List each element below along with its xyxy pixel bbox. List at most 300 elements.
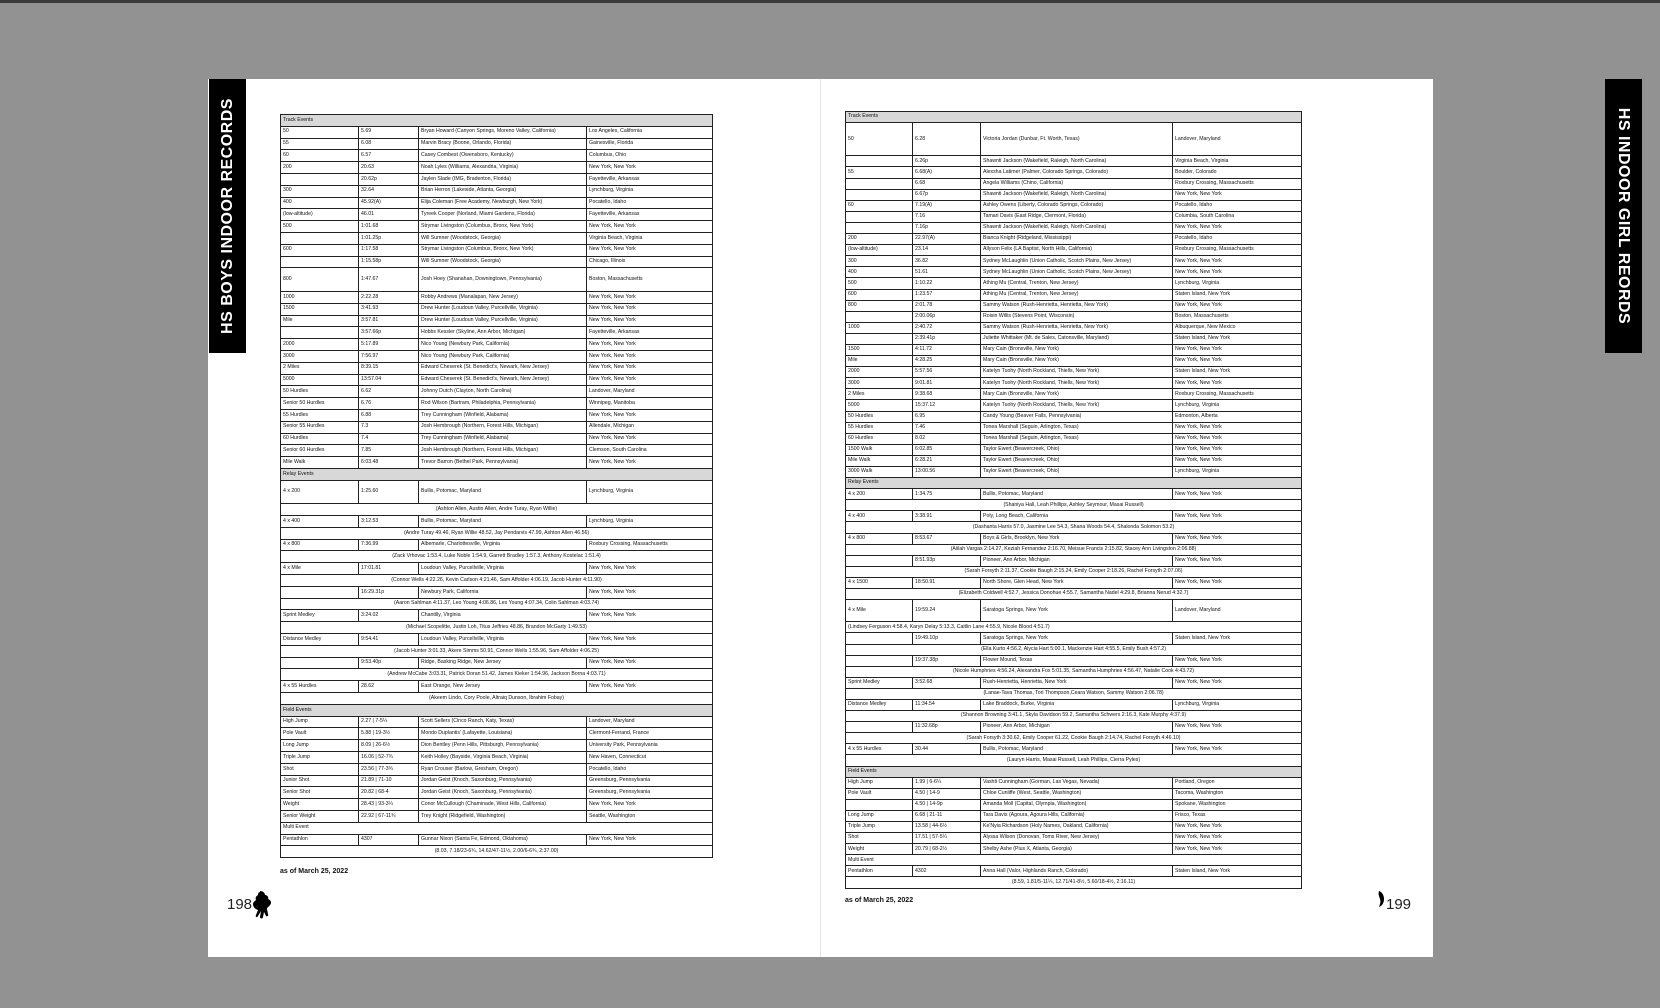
meet-location: New York, New York bbox=[587, 657, 713, 669]
page-number-right: 199 bbox=[1386, 896, 1412, 913]
meet-location: New York, New York bbox=[587, 586, 713, 598]
relay-splits-row bbox=[846, 566, 1302, 577]
record-row bbox=[846, 444, 1302, 455]
athlete-school: Boys & Girls, Brooklyn, New York bbox=[981, 533, 1173, 544]
athlete-school: Johnny Dutch (Clayton, North Carolina) bbox=[419, 386, 587, 398]
as-of-date-right: as of March 25, 2022 bbox=[845, 897, 914, 904]
athlete-school: Vashti Cunningham (Gorman, Las Vegas, Nevada) bbox=[981, 777, 1173, 788]
athlete-school: Josh Hembrough (Northern, Forest Hills, Michigan) bbox=[419, 421, 587, 433]
record-row bbox=[281, 209, 713, 221]
record-mark: 1:47.67 bbox=[359, 268, 419, 292]
athlete-school: East Orange, New Jersey bbox=[419, 681, 587, 693]
athlete-school: Tamari Davis (East Ridge, Clermont, Florida) bbox=[981, 211, 1173, 222]
athlete-school: Jordan Geist (Knoch, Saxonburg, Pennsylvania) bbox=[419, 775, 587, 787]
relay-splits: (Zack Vrhovac 1:53.4, Luke Noble 1:54.9, Garrett Bradley 1:57.3, Anthony Kostelac 1:51.4) bbox=[281, 551, 713, 563]
record-row bbox=[281, 221, 713, 233]
event-name: 4 x Mile bbox=[281, 563, 359, 575]
record-mark: 7.85 bbox=[359, 445, 419, 457]
athlete-school: Katelyn Tuohy (North Rockland, Thiells, New York) bbox=[981, 378, 1173, 389]
meet-location: New York, New York bbox=[587, 563, 713, 575]
record-row bbox=[281, 303, 713, 315]
boys-records-tab bbox=[209, 79, 246, 353]
event-name: 4 x 55 Hurdles bbox=[846, 744, 913, 755]
record-mark: 23.14 bbox=[913, 245, 981, 256]
event-name: 400 bbox=[281, 197, 359, 209]
meet-location: University Park, Pennsylvania bbox=[587, 740, 713, 752]
record-mark: 2:40.72 bbox=[913, 322, 981, 333]
relay-splits: (Jacob Hunter 3:01.33, Akere Simms 50.91, Connor Wells 1:55.96, Sam Affolder 4:06.25) bbox=[281, 645, 713, 657]
record-row bbox=[846, 433, 1302, 444]
record-row bbox=[281, 185, 713, 197]
athlete-school: Ridge, Basking Ridge, New Jersey bbox=[419, 657, 587, 669]
meet-location: Edmonton, Alberta bbox=[1173, 411, 1302, 422]
event-name: 1500 bbox=[846, 344, 913, 355]
meet-location: New Haven, Connecticut bbox=[587, 752, 713, 764]
meet-location: New York, New York bbox=[1173, 300, 1302, 311]
event-name: 4 x 200 bbox=[846, 489, 913, 500]
record-row bbox=[846, 256, 1302, 267]
record-row bbox=[281, 775, 713, 787]
meet-location: New York, New York bbox=[1173, 577, 1302, 588]
athlete-school: Sydney McLaughlin (Union Catholic, Scotch Plains, New Jersey) bbox=[981, 256, 1173, 267]
record-row bbox=[281, 681, 713, 693]
record-mark: 9:38.68 bbox=[913, 389, 981, 400]
record-row bbox=[281, 811, 713, 823]
event-name: 50 Hurdles bbox=[281, 386, 359, 398]
meet-location: Landover, Maryland bbox=[587, 386, 713, 398]
athlete-school: Trey Cunningham (Winfield, Alabama) bbox=[419, 433, 587, 445]
record-mark: 17:01.81 bbox=[359, 563, 419, 575]
relay-splits: (Elizabeth Coldwell 4:52.7, Jessica Donohue 4:55.7, Samantha Nadel 4:29.8, Brianna Nerud 4:32.7) bbox=[846, 589, 1302, 600]
meet-location: Lynchburg, Virginia bbox=[587, 480, 713, 504]
event-name: 1000 bbox=[846, 322, 913, 333]
athlete-school: Lake Braddock, Burke, Virginia bbox=[981, 699, 1173, 710]
record-mark: 4:28.25 bbox=[913, 356, 981, 367]
meet-location: New York, New York bbox=[587, 457, 713, 469]
athlete-school: Strymar Livingston (Columbus, Bronx, New York) bbox=[419, 244, 587, 256]
meet-location: Tacoma, Washington bbox=[1173, 788, 1302, 799]
relay-splits-row bbox=[846, 644, 1302, 655]
record-mark: 7:56.97 bbox=[359, 350, 419, 362]
meet-location: New York, New York bbox=[1173, 822, 1302, 833]
event-name bbox=[846, 655, 913, 666]
meet-location: Fayetteville, Arkansas bbox=[587, 173, 713, 185]
event-name bbox=[846, 311, 913, 322]
record-row bbox=[281, 563, 713, 575]
athlete-school: Will Sumner (Woodstock, Georgia) bbox=[419, 256, 587, 268]
record-mark: 4302 bbox=[913, 866, 981, 877]
section-header-row bbox=[281, 468, 713, 480]
event-name bbox=[846, 722, 913, 733]
meet-location: New York, New York bbox=[1173, 744, 1302, 755]
record-row bbox=[281, 716, 713, 728]
event-name: Pentathlon bbox=[281, 834, 359, 846]
event-name bbox=[281, 232, 359, 244]
record-mark: 3:38.91 bbox=[913, 511, 981, 522]
athlete-school: Trey Knight (Ridgefield, Washington) bbox=[419, 811, 587, 823]
event-name: 1500 bbox=[281, 303, 359, 315]
relay-splits: (Lanae-Tava Thomas, Tori Thompson,Ceara Watson, Sammy Watson 2:06.78) bbox=[846, 688, 1302, 699]
event-name: 4 x 400 bbox=[846, 511, 913, 522]
athlete-school: Shawnti Jackson (Wakefield, Raleigh, North Carolina) bbox=[981, 156, 1173, 167]
record-mark: 1:25.60 bbox=[359, 480, 419, 504]
relay-splits: (Lindsey Ferguson 4:58.4, Karyn Delay 5:13.3, Caitlin Lane 4:55.9, Nicole Blood 4:51.7) bbox=[846, 622, 1302, 633]
athlete-school: Robby Andrews (Manalapan, New Jersey) bbox=[419, 291, 587, 303]
record-row bbox=[281, 268, 713, 292]
section-title: Relay Events bbox=[846, 478, 1302, 489]
record-row bbox=[846, 422, 1302, 433]
record-row bbox=[846, 356, 1302, 367]
record-mark: 7.46 bbox=[913, 422, 981, 433]
meet-location: Lynchburg, Virginia bbox=[1173, 400, 1302, 411]
meet-location: New York, New York bbox=[587, 362, 713, 374]
record-row bbox=[846, 455, 1302, 466]
event-name: Pole Vault bbox=[846, 788, 913, 799]
record-row bbox=[281, 740, 713, 752]
record-mark: 7.19(A) bbox=[913, 200, 981, 211]
meet-location: Columbus, Ohio bbox=[587, 150, 713, 162]
meet-location: Lynchburg, Virginia bbox=[1173, 699, 1302, 710]
record-mark: 7.3 bbox=[359, 421, 419, 433]
relay-splits-row bbox=[281, 527, 713, 539]
section-header-row bbox=[846, 855, 1302, 866]
record-mark: 16:29.31p bbox=[359, 586, 419, 598]
record-row bbox=[846, 722, 1302, 733]
record-mark: 1:01.25p bbox=[359, 232, 419, 244]
athlete-school: Saratoga Springs, New York bbox=[981, 600, 1173, 622]
record-row bbox=[846, 211, 1302, 222]
record-mark: 2.27 | 7-5¼ bbox=[359, 716, 419, 728]
athlete-school: Elija Coleman (Free Academy, Newburgh, New York) bbox=[419, 197, 587, 209]
athlete-school: Katelyn Tuohy (North Rockland, Thiells, New York) bbox=[981, 367, 1173, 378]
relay-splits-row bbox=[281, 669, 713, 681]
athlete-school: Ke'Nyia Richardson (Holy Names, Oakland, California) bbox=[981, 822, 1173, 833]
section-header-row bbox=[281, 115, 713, 127]
event-name: Mile bbox=[846, 356, 913, 367]
record-row bbox=[281, 586, 713, 598]
meet-location: New York, New York bbox=[1173, 378, 1302, 389]
event-name: High Jump bbox=[281, 716, 359, 728]
top-dark-strip bbox=[0, 0, 1660, 3]
event-name: 4 x 400 bbox=[281, 516, 359, 528]
section-title: Field Events bbox=[281, 704, 713, 716]
record-row bbox=[846, 633, 1302, 644]
record-mark: 11:34.54 bbox=[913, 699, 981, 710]
athlete-school: Rush-Henrietta, Henrietta, New York bbox=[981, 677, 1173, 688]
record-mark: 36.82 bbox=[913, 256, 981, 267]
record-row bbox=[846, 866, 1302, 877]
section-header-row bbox=[281, 822, 713, 834]
meet-location: New York, New York bbox=[1173, 722, 1302, 733]
athlete-school: Gunnar Nixon (Santa Fe, Edmond, Oklahoma) bbox=[419, 834, 587, 846]
record-mark: 28.43 | 93-3¼ bbox=[359, 799, 419, 811]
record-mark: 3:57.81 bbox=[359, 315, 419, 327]
relay-splits-row bbox=[846, 688, 1302, 699]
meet-location: New York, New York bbox=[1173, 533, 1302, 544]
athlete-school: Casey Combest (Owensboro, Kentucky) bbox=[419, 150, 587, 162]
meet-location: New York, New York bbox=[587, 291, 713, 303]
record-row bbox=[846, 222, 1302, 233]
record-mark: 16.06 | 52-7¾ bbox=[359, 752, 419, 764]
record-row bbox=[281, 197, 713, 209]
relay-splits-row bbox=[281, 693, 713, 705]
athlete-school: Jaylen Slade (IMG, Bradenton, Florida) bbox=[419, 173, 587, 185]
record-mark: 3:52.68 bbox=[913, 677, 981, 688]
relay-splits: (Andrew McCabe 3:03.31, Patrick Doran 51.42, James Kieker 1:54.96, Jackson Borna 4:03.71) bbox=[281, 669, 713, 681]
meet-location: New York, New York bbox=[1173, 444, 1302, 455]
athlete-school: Juliette Whittaker (Mt. de Sales, Catonsville, Maryland) bbox=[981, 333, 1173, 344]
record-mark: 6.95 bbox=[913, 411, 981, 422]
record-mark: 11:32.68p bbox=[913, 722, 981, 733]
athlete-school: Chloe Cunliffe (West, Seattle, Washington) bbox=[981, 788, 1173, 799]
event-name: Long Jump bbox=[846, 810, 913, 821]
record-row bbox=[846, 267, 1302, 278]
event-name bbox=[846, 633, 913, 644]
event-name: 4 x 800 bbox=[846, 533, 913, 544]
event-name: Mile bbox=[281, 315, 359, 327]
record-mark: 2:00.06p bbox=[913, 311, 981, 322]
record-row bbox=[281, 834, 713, 846]
record-row bbox=[846, 278, 1302, 289]
athlete-school: Jordan Geist (Knoch, Saxonburg, Pennsylvania) bbox=[419, 787, 587, 799]
record-row bbox=[281, 386, 713, 398]
event-name: (low-altitude) bbox=[281, 209, 359, 221]
event-name: 300 bbox=[846, 256, 913, 267]
record-mark: 4:11.72 bbox=[913, 344, 981, 355]
athlete-school: Tonea Marshall (Seguin, Arlington, Texas) bbox=[981, 422, 1173, 433]
event-name: 4 x 55 Hurdles bbox=[281, 681, 359, 693]
athlete-school: Drew Hunter (Loudoun Valley, Purcellville, Virginia) bbox=[419, 315, 587, 327]
event-name: 300 bbox=[281, 185, 359, 197]
event-name: 2 Miles bbox=[846, 389, 913, 400]
relay-splits-row bbox=[281, 645, 713, 657]
event-name bbox=[846, 178, 913, 189]
athlete-school: Mary Cain (Bronxville, New York) bbox=[981, 356, 1173, 367]
meet-location: Clemson, South Carolina bbox=[587, 445, 713, 457]
relay-splits-row bbox=[846, 589, 1302, 600]
athlete-school: Shawnti Jackson (Wakefield, Raleigh, North Carolina) bbox=[981, 189, 1173, 200]
athlete-school: Ryan Crouser (Barlow, Gresham, Oregon) bbox=[419, 763, 587, 775]
record-row bbox=[846, 411, 1302, 422]
section-header-row bbox=[846, 478, 1302, 489]
record-mark: 1:17.58 bbox=[359, 244, 419, 256]
athlete-school: Pioneer, Ann Arbor, Michigan bbox=[981, 722, 1173, 733]
record-row bbox=[281, 291, 713, 303]
record-mark: 9:53.40p bbox=[359, 657, 419, 669]
event-name: Shot bbox=[846, 833, 913, 844]
event-name: 50 bbox=[846, 123, 913, 156]
athlete-school: Ashley Owens (Liberty, Colorado Springs, Colorado) bbox=[981, 200, 1173, 211]
athlete-school: Edward Cheserek (St. Benedict's, Newark, New Jersey) bbox=[419, 362, 587, 374]
record-row bbox=[281, 315, 713, 327]
meet-location: New York, New York bbox=[587, 221, 713, 233]
record-mark: 23.56 | 77-3¾ bbox=[359, 763, 419, 775]
as-of-date-left: as of March 25, 2022 bbox=[280, 868, 349, 875]
section-header-row bbox=[846, 112, 1302, 123]
record-mark: 6:02.85 bbox=[913, 444, 981, 455]
meet-location: Lynchburg, Virginia bbox=[587, 516, 713, 528]
event-name: 200 bbox=[281, 162, 359, 174]
record-row bbox=[281, 433, 713, 445]
event-name: 600 bbox=[281, 244, 359, 256]
event-name bbox=[281, 256, 359, 268]
meet-location: Staten Island, New York bbox=[1173, 367, 1302, 378]
record-mark: 18:50.91 bbox=[913, 577, 981, 588]
event-name: Triple Jump bbox=[846, 822, 913, 833]
relay-splits-row bbox=[281, 846, 713, 858]
record-mark: 19:59.24 bbox=[913, 600, 981, 622]
relay-splits: (Sarah Forsyth 3:30.62, Emily Cooper 61.22, Cookie Baugh 2:14.74, Rachel Forsyth 4:46.10) bbox=[846, 733, 1302, 744]
meet-location: Albuquerque, New Mexico bbox=[1173, 322, 1302, 333]
record-mark: 4.50 | 14-9 bbox=[913, 788, 981, 799]
record-mark: 6.62 bbox=[359, 386, 419, 398]
athlete-school: Amanda Moll (Capital, Olympia, Washington) bbox=[981, 799, 1173, 810]
athlete-school: Albemarle, Charlottesville, Virginia bbox=[419, 539, 587, 551]
athlete-school: Trevor Barron (Bethel Park, Pennsylvania) bbox=[419, 457, 587, 469]
section-header-row bbox=[281, 704, 713, 716]
record-mark: 2:39.41p bbox=[913, 333, 981, 344]
record-mark: 7.4 bbox=[359, 433, 419, 445]
athlete-school: Conor McCullough (Chaminade, West Hills, California) bbox=[419, 799, 587, 811]
record-row bbox=[281, 327, 713, 339]
relay-splits: (Sarah Forsyth 2:11.37, Cookie Baugh 2:15.24, Emily Cooper 2:18.26, Rachel Forsyth 2:07.06) bbox=[846, 566, 1302, 577]
relay-splits: (8.59, 1.81/5-11¼, 12.71/41-8½, 5.60/18-4½, 2:16.11) bbox=[846, 877, 1302, 888]
record-row bbox=[281, 728, 713, 740]
meet-location: New York, New York bbox=[587, 409, 713, 421]
relay-splits: (Michael Scopelitte, Justin Loh, Titus Jeffries 48.86, Brandon McGarty 1:49.53) bbox=[281, 622, 713, 634]
meet-location: New York, New York bbox=[587, 244, 713, 256]
record-mark: 13:00.56 bbox=[913, 467, 981, 478]
record-mark: 46.01 bbox=[359, 209, 419, 221]
event-name: 4 x 1500 bbox=[846, 577, 913, 588]
event-name: Sprint Medley bbox=[846, 677, 913, 688]
meet-location: New York, New York bbox=[1173, 833, 1302, 844]
meet-location: Fayetteville, Arkansas bbox=[587, 209, 713, 221]
meet-location: New York, New York bbox=[587, 433, 713, 445]
event-name bbox=[846, 156, 913, 167]
meet-location: New York, New York bbox=[1173, 677, 1302, 688]
meet-location: Staten Island, New York bbox=[1173, 289, 1302, 300]
razorback-mascot-icon-small bbox=[1377, 890, 1385, 908]
meet-location: Lynchburg, Virginia bbox=[1173, 278, 1302, 289]
meet-location: Portland, Oregon bbox=[1173, 777, 1302, 788]
section-title: Multi Event bbox=[281, 822, 713, 834]
record-mark: 5.69 bbox=[359, 126, 419, 138]
event-name: 55 bbox=[281, 138, 359, 150]
athlete-school: Edward Cheserek (St. Benedict's, Newark, New Jersey) bbox=[419, 374, 587, 386]
athlete-school: Bullis, Potomac, Maryland bbox=[981, 744, 1173, 755]
event-name: 4 x 200 bbox=[281, 480, 359, 504]
record-row bbox=[281, 362, 713, 374]
athlete-school: Mary Cain (Bronxville, New York) bbox=[981, 344, 1173, 355]
record-mark: 6:03.48 bbox=[359, 457, 419, 469]
record-row bbox=[281, 350, 713, 362]
meet-location: New York, New York bbox=[1173, 267, 1302, 278]
relay-splits-row bbox=[846, 622, 1302, 633]
record-row bbox=[281, 752, 713, 764]
record-row bbox=[281, 138, 713, 150]
event-name: Senior 50 Hurdles bbox=[281, 398, 359, 410]
relay-splits: (Ella Kurto 4:56.2, Alycia Hart 5:00.1, Mackenzie Hart 4:55.5, Emily Bush 4:57.2) bbox=[846, 644, 1302, 655]
record-mark: 2:01.78 bbox=[913, 300, 981, 311]
record-mark: 6.88 bbox=[359, 409, 419, 421]
meet-location: Boston, Massachusetts bbox=[587, 268, 713, 292]
meet-location: Virginia Beach, Virginia bbox=[587, 232, 713, 244]
record-row bbox=[846, 311, 1302, 322]
record-mark: 30.44 bbox=[913, 744, 981, 755]
athlete-school: Tonea Marshall (Seguin, Arlington, Texas) bbox=[981, 433, 1173, 444]
athlete-school: Katelyn Tuohy (North Rockland, Thiells, New York) bbox=[981, 400, 1173, 411]
relay-splits-row bbox=[281, 551, 713, 563]
event-name: Mile Walk bbox=[846, 455, 913, 466]
meet-location: Clermont-Ferrand, France bbox=[587, 728, 713, 740]
record-mark: 22.97(A) bbox=[913, 234, 981, 245]
relay-splits-row bbox=[281, 622, 713, 634]
meet-location: New York, New York bbox=[587, 350, 713, 362]
meet-location: Greensburg, Pennsylvania bbox=[587, 787, 713, 799]
record-row bbox=[281, 162, 713, 174]
event-name: Weight bbox=[281, 799, 359, 811]
meet-location: Lynchburg, Virginia bbox=[587, 185, 713, 197]
record-mark: 22.92 | 67-11¾ bbox=[359, 811, 419, 823]
athlete-school: Flower Mound, Texas bbox=[981, 655, 1173, 666]
athlete-school: Bullis, Potomac, Maryland bbox=[419, 516, 587, 528]
magazine-spread bbox=[208, 79, 1633, 957]
record-mark: 8.02 bbox=[913, 433, 981, 444]
athlete-school: Josh Hembrough (Northern, Forest Hills, Michigan) bbox=[419, 445, 587, 457]
record-row bbox=[281, 634, 713, 646]
athlete-school: Tyreek Cooper (Norland, Miami Gardens, Florida) bbox=[419, 209, 587, 221]
event-name bbox=[846, 211, 913, 222]
athlete-school: Newbury Park, California bbox=[419, 586, 587, 598]
athlete-school: Drew Hunter (Loudoun Valley, Purcellville, Virginia) bbox=[419, 303, 587, 315]
relay-splits: (Nicole Humphries 4:56.24, Alexandra Fox 5:01.35, Samantha Humphries 4:56.47, Natalie Cook 4:43.72) bbox=[846, 666, 1302, 677]
event-name: Long Jump bbox=[281, 740, 359, 752]
meet-location: Gainesville, Florida bbox=[587, 138, 713, 150]
relay-splits-row bbox=[846, 877, 1302, 888]
record-row bbox=[281, 610, 713, 622]
record-row bbox=[846, 799, 1302, 810]
event-name: 50 bbox=[281, 126, 359, 138]
event-name: 3000 Walk bbox=[846, 467, 913, 478]
relay-splits: (Lauryn Harris, Masai Russell, Leah Phillips, Cierra Pyles) bbox=[846, 755, 1302, 766]
event-name bbox=[281, 657, 359, 669]
event-name: 2 Miles bbox=[281, 362, 359, 374]
relay-splits-row bbox=[846, 544, 1302, 555]
event-name: Distance Medley bbox=[281, 634, 359, 646]
record-mark: 6.28 bbox=[913, 123, 981, 156]
event-name: 55 Hurdles bbox=[846, 422, 913, 433]
record-row bbox=[846, 234, 1302, 245]
record-row bbox=[846, 167, 1302, 178]
meet-location: New York, New York bbox=[1173, 344, 1302, 355]
record-row bbox=[846, 810, 1302, 821]
section-header-row bbox=[846, 766, 1302, 777]
record-row bbox=[281, 339, 713, 351]
record-mark: 20.62p bbox=[359, 173, 419, 185]
record-mark: 51.61 bbox=[913, 267, 981, 278]
meet-location: Pocatello, Idaho bbox=[1173, 234, 1302, 245]
razorback-mascot-icon bbox=[251, 890, 273, 920]
meet-location: Frisco, Texas bbox=[1173, 810, 1302, 821]
record-mark: 6.76 bbox=[359, 398, 419, 410]
athlete-school: Victoria Jordan (Dunbar, Ft. Worth, Texas) bbox=[981, 123, 1173, 156]
relay-splits-row bbox=[281, 575, 713, 587]
meet-location: Boston, Massachusetts bbox=[1173, 311, 1302, 322]
meet-location: New York, New York bbox=[587, 374, 713, 386]
event-name bbox=[846, 189, 913, 200]
record-mark: 1:01.68 bbox=[359, 221, 419, 233]
